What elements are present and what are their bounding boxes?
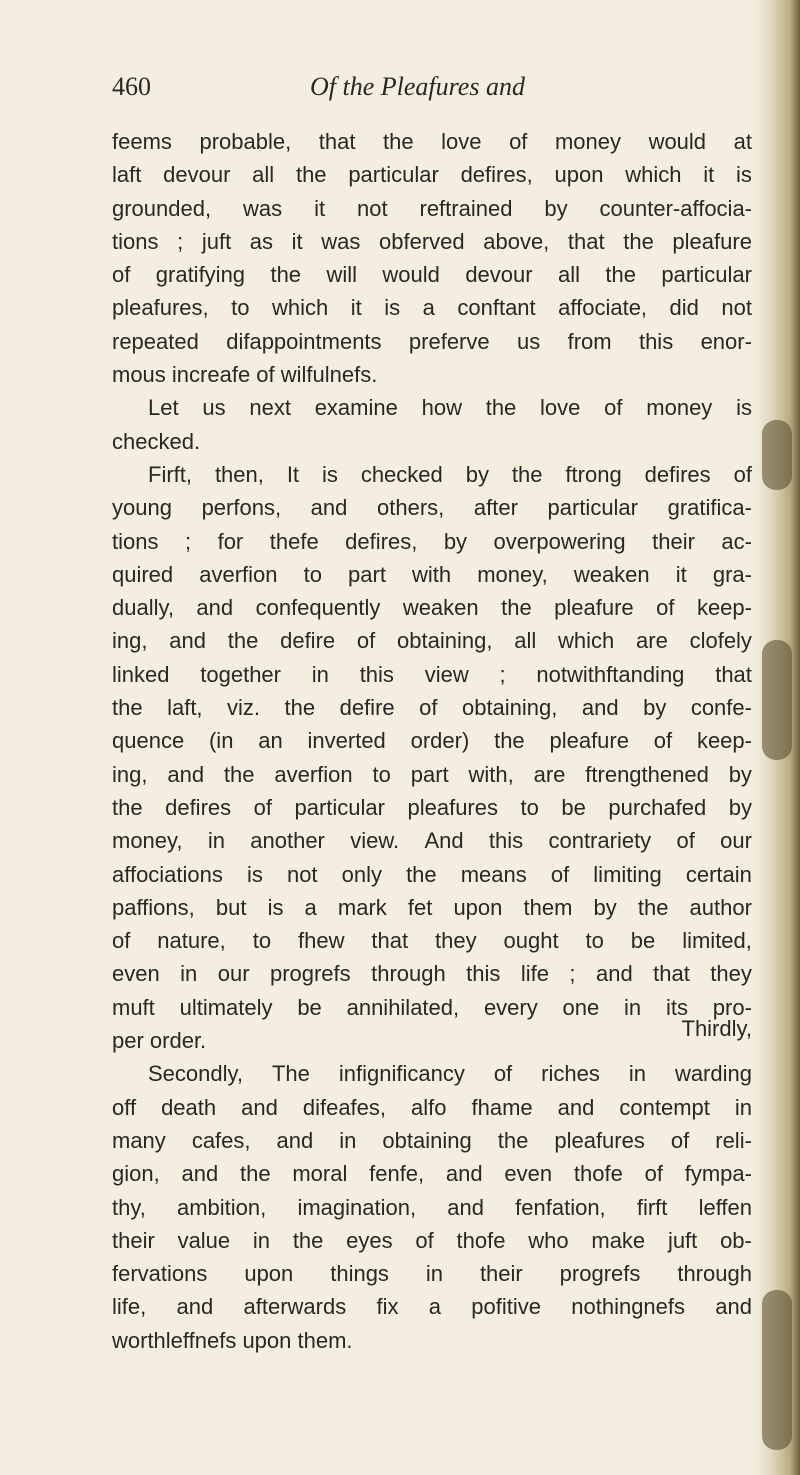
text-line: Firft, then, It is checked by the ftrong defires of <box>148 461 752 487</box>
text-line: of nature, to fhew that they ought to be limited, <box>112 928 752 954</box>
text-line: linked together in this view ; notwithftanding that <box>112 661 752 687</box>
text-line: money, in another view. And this contrariety of our <box>112 828 752 854</box>
text-line: even in our progrefs through this life ; and that they <box>112 961 752 987</box>
text-line: ing, and the defire of obtaining, all which are clofely <box>112 628 752 654</box>
page-header <box>112 72 672 112</box>
text-line: many cafes, and in obtaining the pleafures of reli- <box>112 1127 752 1153</box>
text-line: mous increafe of wilfulnefs. <box>112 362 378 388</box>
text-line: muft ultimately be annihilated, every one in its pro- <box>112 994 752 1020</box>
text-line: young perfons, and others, after particular gratifica- <box>112 495 752 521</box>
text-line: dually, and confequently weaken the pleafure of keep- <box>112 595 752 621</box>
page-edge-shadow <box>752 0 800 1475</box>
text-line: tions ; for thefe defires, by overpowering their ac- <box>112 528 752 554</box>
text-line: feems probable, that the love of money would at <box>112 129 752 154</box>
text-line: ing, and the averfion to part with, are ftrengthened by <box>112 761 752 787</box>
text-line: quired averfion to part with money, weaken it gra- <box>112 561 752 587</box>
text-line: Secondly, The infignificancy of riches in warding <box>148 1061 752 1087</box>
text-line: fervations upon things in their progrefs through <box>112 1261 752 1287</box>
page-number: 460 <box>112 72 151 101</box>
text-line: their value in the eyes of thofe who make juft ob- <box>112 1227 752 1253</box>
text-line: pleafures, to which it is a conftant affociate, did not <box>112 295 752 321</box>
text-line: of gratifying the will would devour all the particular <box>112 262 752 288</box>
text-line: tions ; juft as it was obferved above, that the pleafure <box>112 228 752 254</box>
body-text <box>112 125 752 1357</box>
text-line: the defires of particular pleafures to be purchafed by <box>112 794 752 820</box>
text-line: Let us next examine how the love of money is <box>148 395 752 421</box>
text-line: off death and difeafes, alfo fhame and contempt in <box>112 1094 752 1120</box>
text-line: quence (in an inverted order) the pleafure of keep- <box>112 728 752 754</box>
text-line: paffions, but is a mark fet upon them by the author <box>112 894 752 920</box>
edge-stain <box>762 1290 792 1450</box>
text-line: grounded, was it not reftrained by counter-affocia- <box>112 195 752 221</box>
text-line: the laft, viz. the defire of obtaining, and by confe- <box>112 695 752 721</box>
text-line: affociations is not only the means of limiting certain <box>112 861 752 887</box>
catchword: Thirdly, <box>681 1016 752 1041</box>
edge-stain <box>762 640 792 760</box>
text-line: laft devour all the particular defires, upon which it is <box>112 162 752 188</box>
text-line: thy, ambition, imagination, and fenfation, firft leffen <box>112 1194 752 1220</box>
running-title: Of the Pleafures and <box>310 72 525 101</box>
text-line: worthleffnefs upon them. <box>112 1327 353 1353</box>
edge-stain <box>762 420 792 490</box>
text-line: checked. <box>112 428 201 454</box>
text-line: life, and afterwards fix a pofitive nothingnefs and <box>112 1294 752 1320</box>
text-line: gion, and the moral fenfe, and even thofe of fympa- <box>112 1161 752 1187</box>
text-line: per order. <box>112 1028 207 1054</box>
text-line: repeated difappointments preferve us from this enor- <box>112 328 752 354</box>
